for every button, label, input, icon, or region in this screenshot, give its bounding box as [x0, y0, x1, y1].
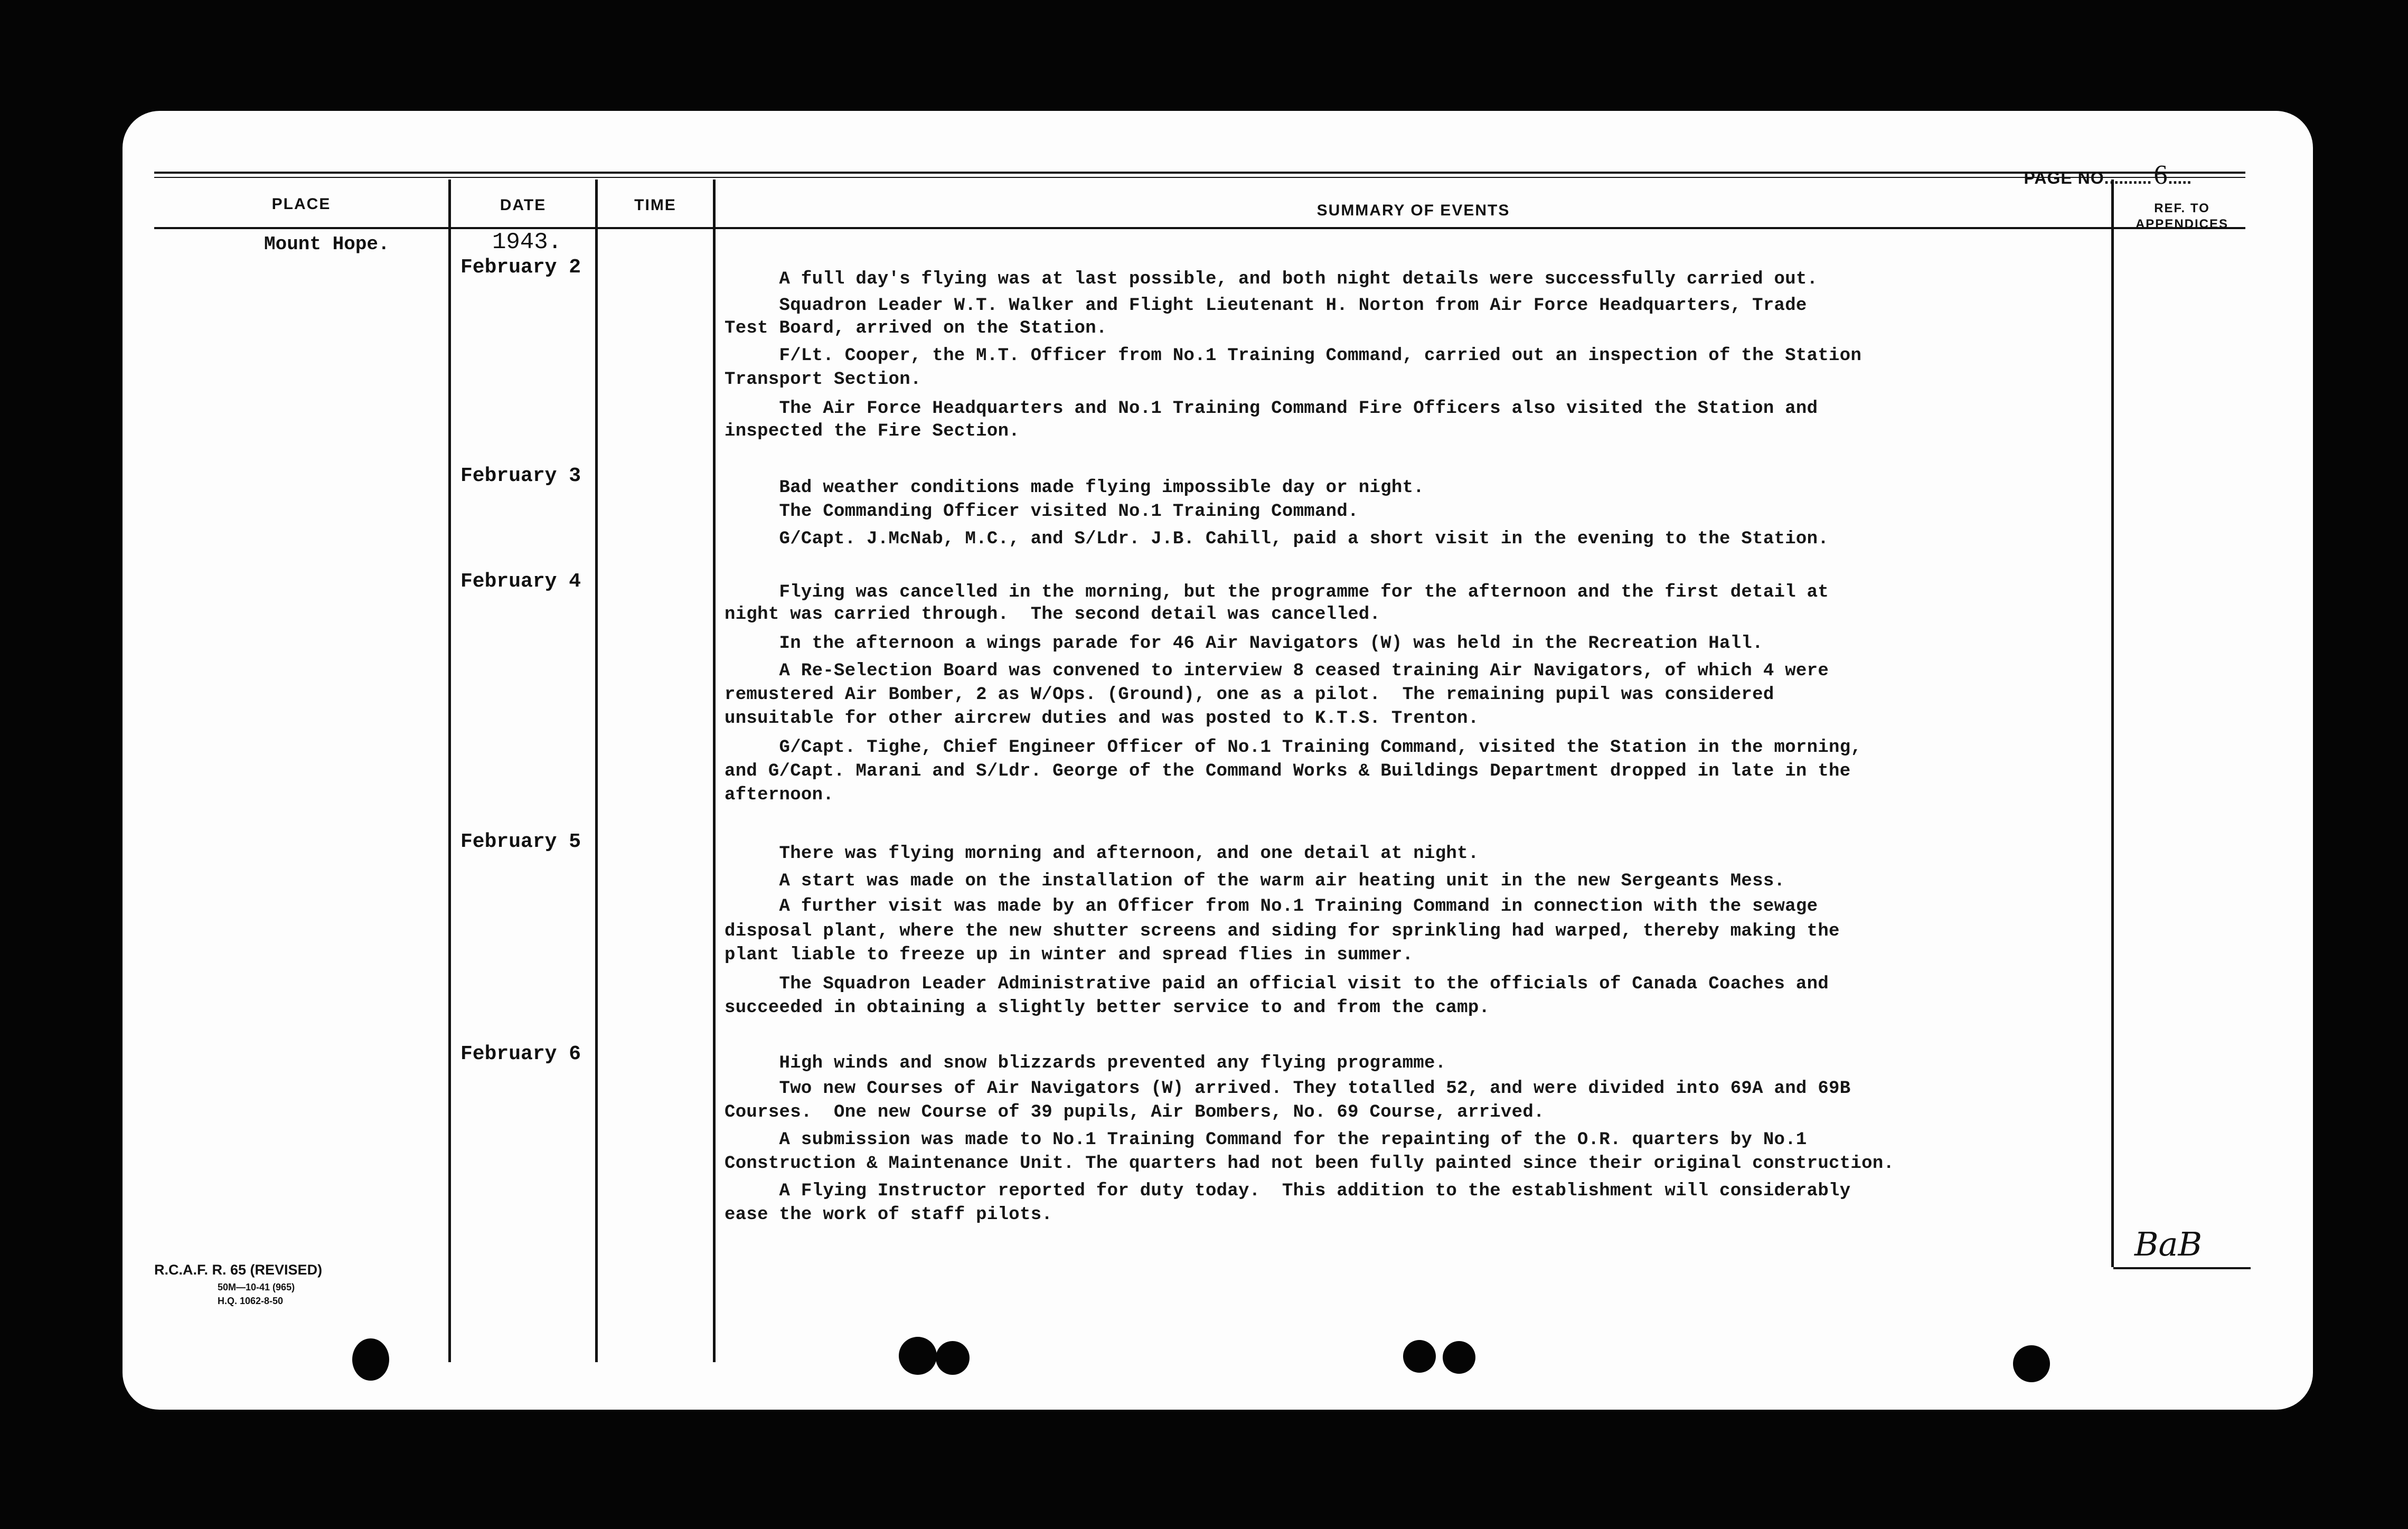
entry-line: succeeded in obtaining a slightly better service to and from the camp.	[725, 998, 1490, 1018]
entry-date: February 4	[460, 570, 581, 593]
header-top-rule-2	[154, 177, 2245, 178]
entry-line: A Flying Instructor reported for duty today. This addition to the establishment will considerably	[725, 1181, 1851, 1201]
binder-hole	[2013, 1345, 2050, 1382]
print-line-1: 50M—10-41 (965)	[218, 1282, 295, 1292]
entry-line: The Air Force Headquarters and No.1 Training Command Fire Officers also visited the Station and	[725, 399, 1818, 419]
column-header-summary: SUMMARY OF EVENTS	[1316, 202, 1510, 219]
print-line-2: H.Q. 1062-8-50	[218, 1296, 284, 1306]
entry-line: In the afternoon a wings parade for 46 Air Navigators (W) was held in the Recreation Hall.	[725, 634, 1763, 654]
binder-hole	[352, 1338, 389, 1381]
entry-line: Squadron Leader W.T. Walker and Flight Lieutenant H. Norton from Air Force Headquarters, Trade	[725, 296, 1807, 316]
header-top-rule	[154, 172, 2245, 174]
diary-page	[123, 111, 2313, 1410]
entry-line: disposal plant, where the new shutter screens and siding for sprinkling had warped, thereby making the	[725, 921, 1840, 941]
entry-line: A start was made on the installation of the warm air heating unit in the new Sergeants Mess.	[725, 871, 1785, 891]
page-number-value: 6	[2153, 160, 2168, 190]
entry-line: Test Board, arrived on the Station.	[725, 318, 1107, 338]
entry-line: remustered Air Bomber, 2 as W/Ops. (Ground), one as a pilot. The remaining pupil was considered	[725, 685, 1774, 705]
handwritten-initials: BaB	[2134, 1225, 2203, 1263]
place-value: Mount Hope.	[264, 233, 390, 255]
entry-line: Flying was cancelled in the morning, but the programme for the afternoon and the first detail at	[725, 582, 1829, 602]
entry-line: The Commanding Officer visited No.1 Training Command.	[725, 502, 1359, 522]
entry-line: A Re-Selection Board was convened to interview 8 ceased training Air Navigators, of which 4 were	[725, 661, 1829, 681]
entry-line: A further visit was made by an Officer from No.1 Training Command in connection with the sewage	[725, 896, 1818, 917]
entry-line: plant liable to freeze up in winter and spread flies in summer.	[725, 945, 1414, 965]
entry-date: February 5	[460, 830, 581, 853]
binder-hole	[1403, 1340, 1436, 1373]
entry-line: A submission was made to No.1 Training Command for the repainting of the O.R. quarters by No.1	[725, 1130, 1807, 1150]
divider-time-summary	[713, 180, 716, 1362]
entry-line: F/Lt. Cooper, the M.T. Officer from No.1 Training Command, carried out an inspection of the Station	[725, 346, 1862, 366]
entry-line: and G/Capt. Marani and S/Ldr. George of the Command Works & Buildings Department dropped in late in the	[725, 761, 1851, 781]
entry-line: inspected the Fire Section.	[725, 421, 1020, 441]
divider-summary-ref	[2111, 180, 2114, 1267]
divider-date-time	[595, 180, 598, 1362]
entry-line: unsuitable for other aircrew duties and was posted to K.T.S. Trenton.	[725, 709, 1479, 729]
entry-line: A full day's flying was at last possible, and both night details were successfully carried out.	[725, 269, 1818, 289]
footer-rule	[2113, 1267, 2251, 1269]
entry-line: Courses. One new Course of 39 pupils, Air Bombers, No. 69 Course, arrived.	[725, 1102, 1545, 1122]
entry-date: February 3	[460, 465, 581, 487]
binder-hole	[899, 1337, 937, 1375]
entry-line: Bad weather conditions made flying impossible day or night.	[725, 478, 1425, 498]
entry-line: The Squadron Leader Administrative paid an official visit to the officials of Canada Coaches and	[725, 974, 1829, 994]
entry-line: afternoon.	[725, 785, 834, 805]
page-number: PAGE NO..........6.....	[2024, 160, 2191, 190]
header-bottom-rule	[154, 227, 2245, 229]
page-number-label: PAGE NO.	[2024, 168, 2110, 187]
column-header-time: TIME	[634, 196, 676, 214]
binder-hole	[936, 1341, 970, 1375]
column-header-date: DATE	[500, 196, 547, 214]
binder-hole	[1443, 1341, 1475, 1374]
entry-line: Two new Courses of Air Navigators (W) arrived. They totalled 52, and were divided into 69A and 69B	[725, 1079, 1851, 1099]
entry-line: Transport Section.	[725, 370, 921, 390]
entry-line: Construction & Maintenance Unit. The quarters had not been fully painted since their original construction.	[725, 1154, 1895, 1174]
entry-date: February 6	[460, 1043, 581, 1065]
entry-line: There was flying morning and afternoon, and one detail at night.	[725, 844, 1479, 864]
column-header-place: PLACE	[271, 195, 331, 213]
entry-line: G/Capt. Tighe, Chief Engineer Officer of No.1 Training Command, visited the Station in the morning,	[725, 738, 1862, 758]
entry-line: ease the work of staff pilots.	[725, 1205, 1053, 1225]
divider-place-date	[448, 180, 451, 1362]
entry-line: G/Capt. J.McNab, M.C., and S/Ldr. J.B. Cahill, paid a short visit in the evening to the Station.	[725, 529, 1829, 549]
entry-date: February 2	[460, 256, 581, 279]
column-header-ref: REF. TO APPENDICES	[2135, 201, 2229, 231]
entry-line: High winds and snow blizzards prevented any flying programme.	[725, 1053, 1446, 1073]
year-value: 1943.	[492, 229, 562, 256]
entry-line: night was carried through. The second detail was cancelled.	[725, 605, 1381, 625]
form-identifier: R.C.A.F. R. 65 (REVISED)	[154, 1262, 323, 1278]
